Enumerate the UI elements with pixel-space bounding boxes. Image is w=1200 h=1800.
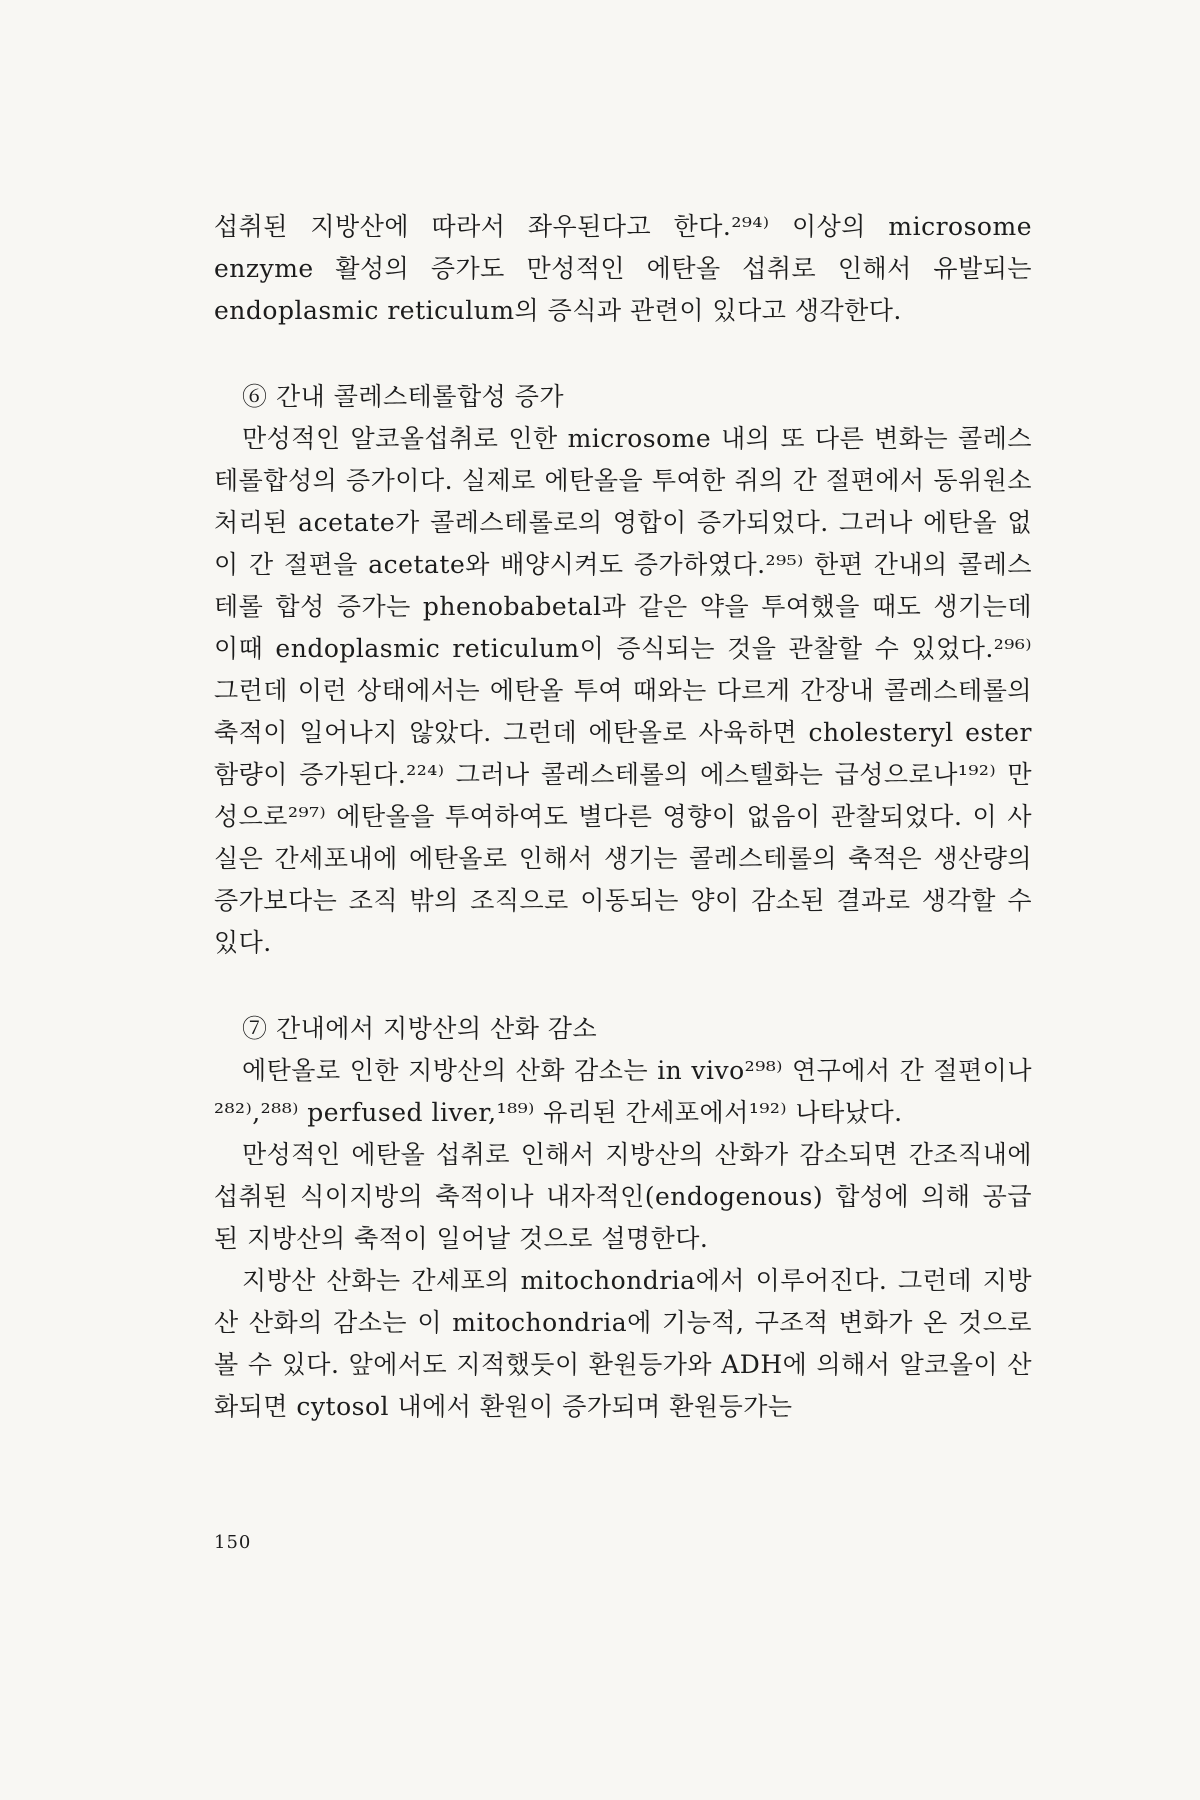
paragraph-3: 에탄올로 인한 지방산의 산화 감소는 in vivo²⁹⁸⁾ 연구에서 간 절편이나²⁸²⁾,²⁸⁸⁾ perfused liver,¹⁸⁹⁾ 유리된 간세포에서¹⁹²⁾ 나타났다. [214, 1056, 1032, 1127]
paragraph-1: 섭취된 지방산에 따라서 좌우된다고 한다.²⁹⁴⁾ 이상의 microsome enzyme 활성의 증가도 만성적인 에탄올 섭취로 인해서 유발되는 endoplasmic reticulum의 증식과 관련이 있다고 생각한다. [214, 212, 1032, 325]
body-text [214, 206, 1032, 1428]
spacer [214, 332, 1032, 376]
page-number: 150 [214, 1532, 252, 1553]
paragraph-2: 만성적인 알코올섭취로 인한 microsome 내의 또 다른 변화는 콜레스테롤합성의 증가이다. 실제로 에탄올을 투여한 쥐의 간 절편에서 동위원소 처리된 acetate가 콜레스테롤로의 영합이 증가되었다. 그러나 에탄올 없이 간 절편을 acetate와 배양시켜도 증가하였다.²⁹⁵⁾ 한편 간내의 콜레스테롤 합성 증가는 phenobabetal과 같은 약을 투여했을 때도 생기는데 이때 endoplasmic reticulum이 증식되는 것을 관찰할 수 있었다.²⁹⁶⁾ 그런데 이런 상태에서는 에탄올 투여 때와는 다르게 간장내 콜레스테롤의 축적이 일어나지 않았다. 그런데 에탄올로 사육하면 cholesteryl ester 함량이 증가된다.²²⁴⁾ 그러나 콜레스테롤의 에스텔화는 급성으로나¹⁹²⁾ 만성으로²⁹⁷⁾ 에탄올을 투여하여도 별다른 영향이 없음이 관찰되었다. 이 사실은 간세포내에 에탄올로 인해서 생기는 콜레스테롤의 축적은 생산량의 증가보다는 조직 밖의 조직으로 이동되는 양이 감소된 결과로 생각할 수 있다. [214, 424, 1032, 957]
section-heading-7: ⑦ 간내에서 지방산의 산화 감소 [242, 1014, 598, 1043]
spacer [214, 964, 1032, 1008]
paragraph-5: 지방산 산화는 간세포의 mitochondria에서 이루어진다. 그런데 지방산 산화의 감소는 이 mitochondria에 기능적, 구조적 변화가 온 것으로 볼 수 있다. 앞에서도 지적했듯이 환원등가와 ADH에 의해서 알코올이 산화되면 cytosol 내에서 환원이 증가되며 환원등가는 [214, 1266, 1032, 1421]
section-heading-6: ⑥ 간내 콜레스테롤합성 증가 [242, 382, 564, 411]
paragraph-4: 만성적인 에탄올 섭취로 인해서 지방산의 산화가 감소되면 간조직내에 섭취된 식이지방의 축적이나 내자적인(endogenous) 합성에 의해 공급된 지방산의 축적이 일어날 것으로 설명한다. [214, 1140, 1032, 1253]
